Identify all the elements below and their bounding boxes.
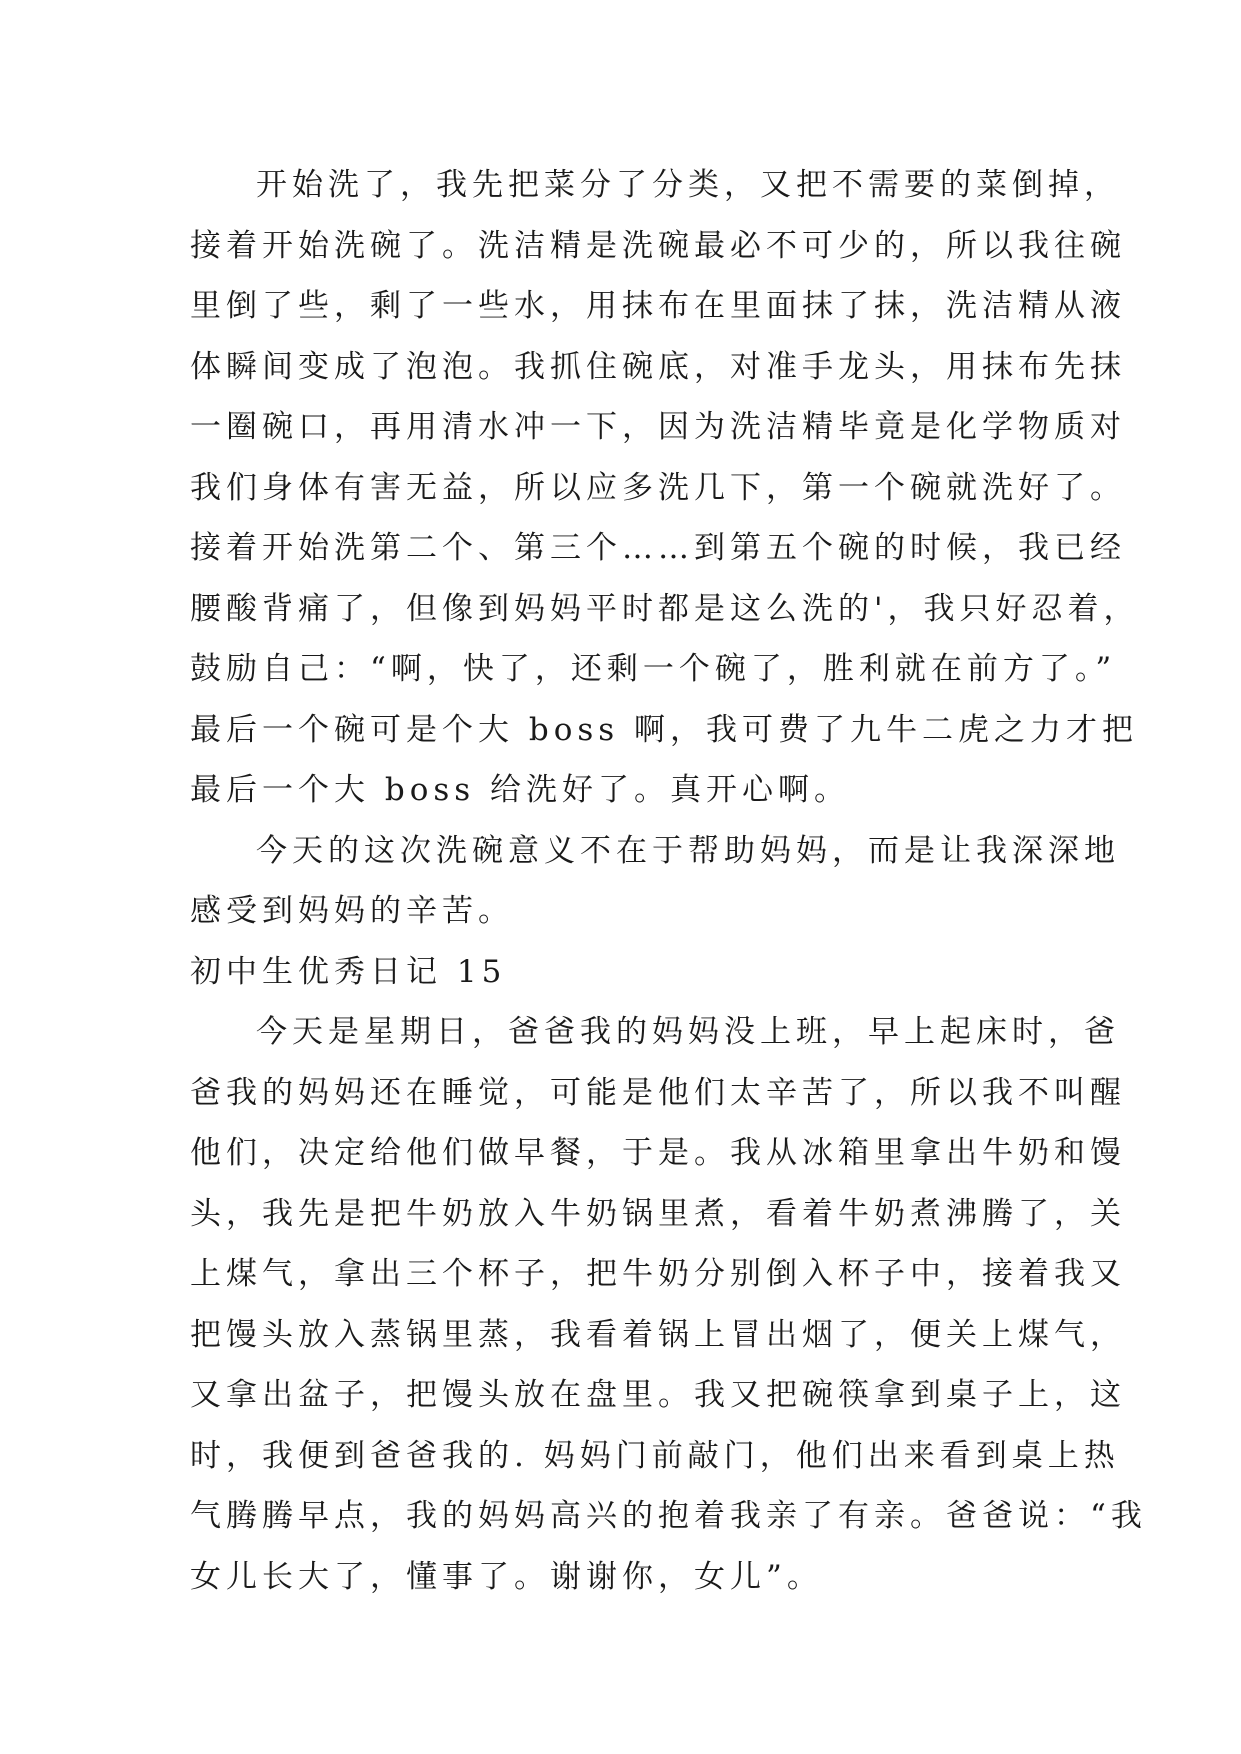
document-body <box>190 155 1147 1607</box>
text-line: 一圈碗口，再用清水冲一下，因为洗洁精毕竟是化学物质对 <box>190 409 1126 445</box>
text-line: 又拿出盆子，把馒头放在盘里。我又把碗筷拿到桌子上，这 <box>190 1377 1126 1413</box>
text-line: 时，我便到爸爸我的. 妈妈门前敲门，他们出来看到桌上热 <box>190 1437 1120 1474</box>
text-line: 爸我的妈妈还在睡觉，可能是他们太辛苦了，所以我不叫醒 <box>190 1074 1126 1111</box>
paragraph-breakfast <box>190 1002 1147 1607</box>
text-line: 感受到妈妈的辛苦。 <box>190 893 514 929</box>
text-line: 今天是星期日，爸爸我的妈妈没上班，早上起床时，爸 <box>256 1014 1120 1050</box>
text-line: 把馒头放入蒸锅里蒸，我看着锅上冒出烟了，便关上煤气， <box>190 1316 1126 1353</box>
text-line: 接着开始洗第二个、第三个……到第五个碗的时候，我已经 <box>190 530 1126 566</box>
text-line: 最后一个碗可是个大 boss 啊，我可费了九牛二虎之力才把 <box>190 711 1139 748</box>
paragraph-dishwashing <box>190 155 1140 821</box>
text-line: 鼓励自己：“啊，快了，还剩一个碗了，胜利就在前方了。” <box>190 651 1117 687</box>
text-line: 腰酸背痛了，但像到妈妈平时都是这么洗的'，我只好忍着， <box>190 590 1140 627</box>
text-line: 今天的这次洗碗意义不在于帮助妈妈，而是让我深深地 <box>256 832 1120 869</box>
text-line: 头，我先是把牛奶放入牛奶锅里煮，看着牛奶煮沸腾了，关 <box>190 1195 1126 1232</box>
text-line: 里倒了些，剩了一些水，用抹布在里面抹了抹，洗洁精从液 <box>190 288 1126 324</box>
text-line: 气腾腾早点，我的妈妈高兴的抱着我亲了有亲。爸爸说：“我 <box>190 1498 1147 1534</box>
text-line: 开始洗了，我先把菜分了分类，又把不需要的菜倒掉， <box>256 167 1120 203</box>
text-line: 他们，决定给他们做早餐，于是。我从冰箱里拿出牛奶和馒 <box>190 1135 1126 1171</box>
text-line: 最后一个大 boss 给洗好了。真开心啊。 <box>190 772 851 808</box>
text-line: 上煤气，拿出三个杯子，把牛奶分别倒入杯子中，接着我又 <box>190 1256 1126 1292</box>
text-line: 体瞬间变成了泡泡。我抓住碗底，对准手龙头，用抹布先抹 <box>190 348 1126 385</box>
text-line: 接着开始洗碗了。洗洁精是洗碗最必不可少的，所以我往碗 <box>190 227 1126 264</box>
section-heading <box>190 942 1070 1003</box>
text-line: 女儿长大了，懂事了。谢谢你，女儿”。 <box>190 1558 823 1595</box>
paragraph-reflection <box>190 821 1120 942</box>
heading-text: 初中生优秀日记 15 <box>190 953 507 990</box>
text-line: 我们身体有害无益，所以应多洗几下，第一个碗就洗好了。 <box>190 469 1126 506</box>
